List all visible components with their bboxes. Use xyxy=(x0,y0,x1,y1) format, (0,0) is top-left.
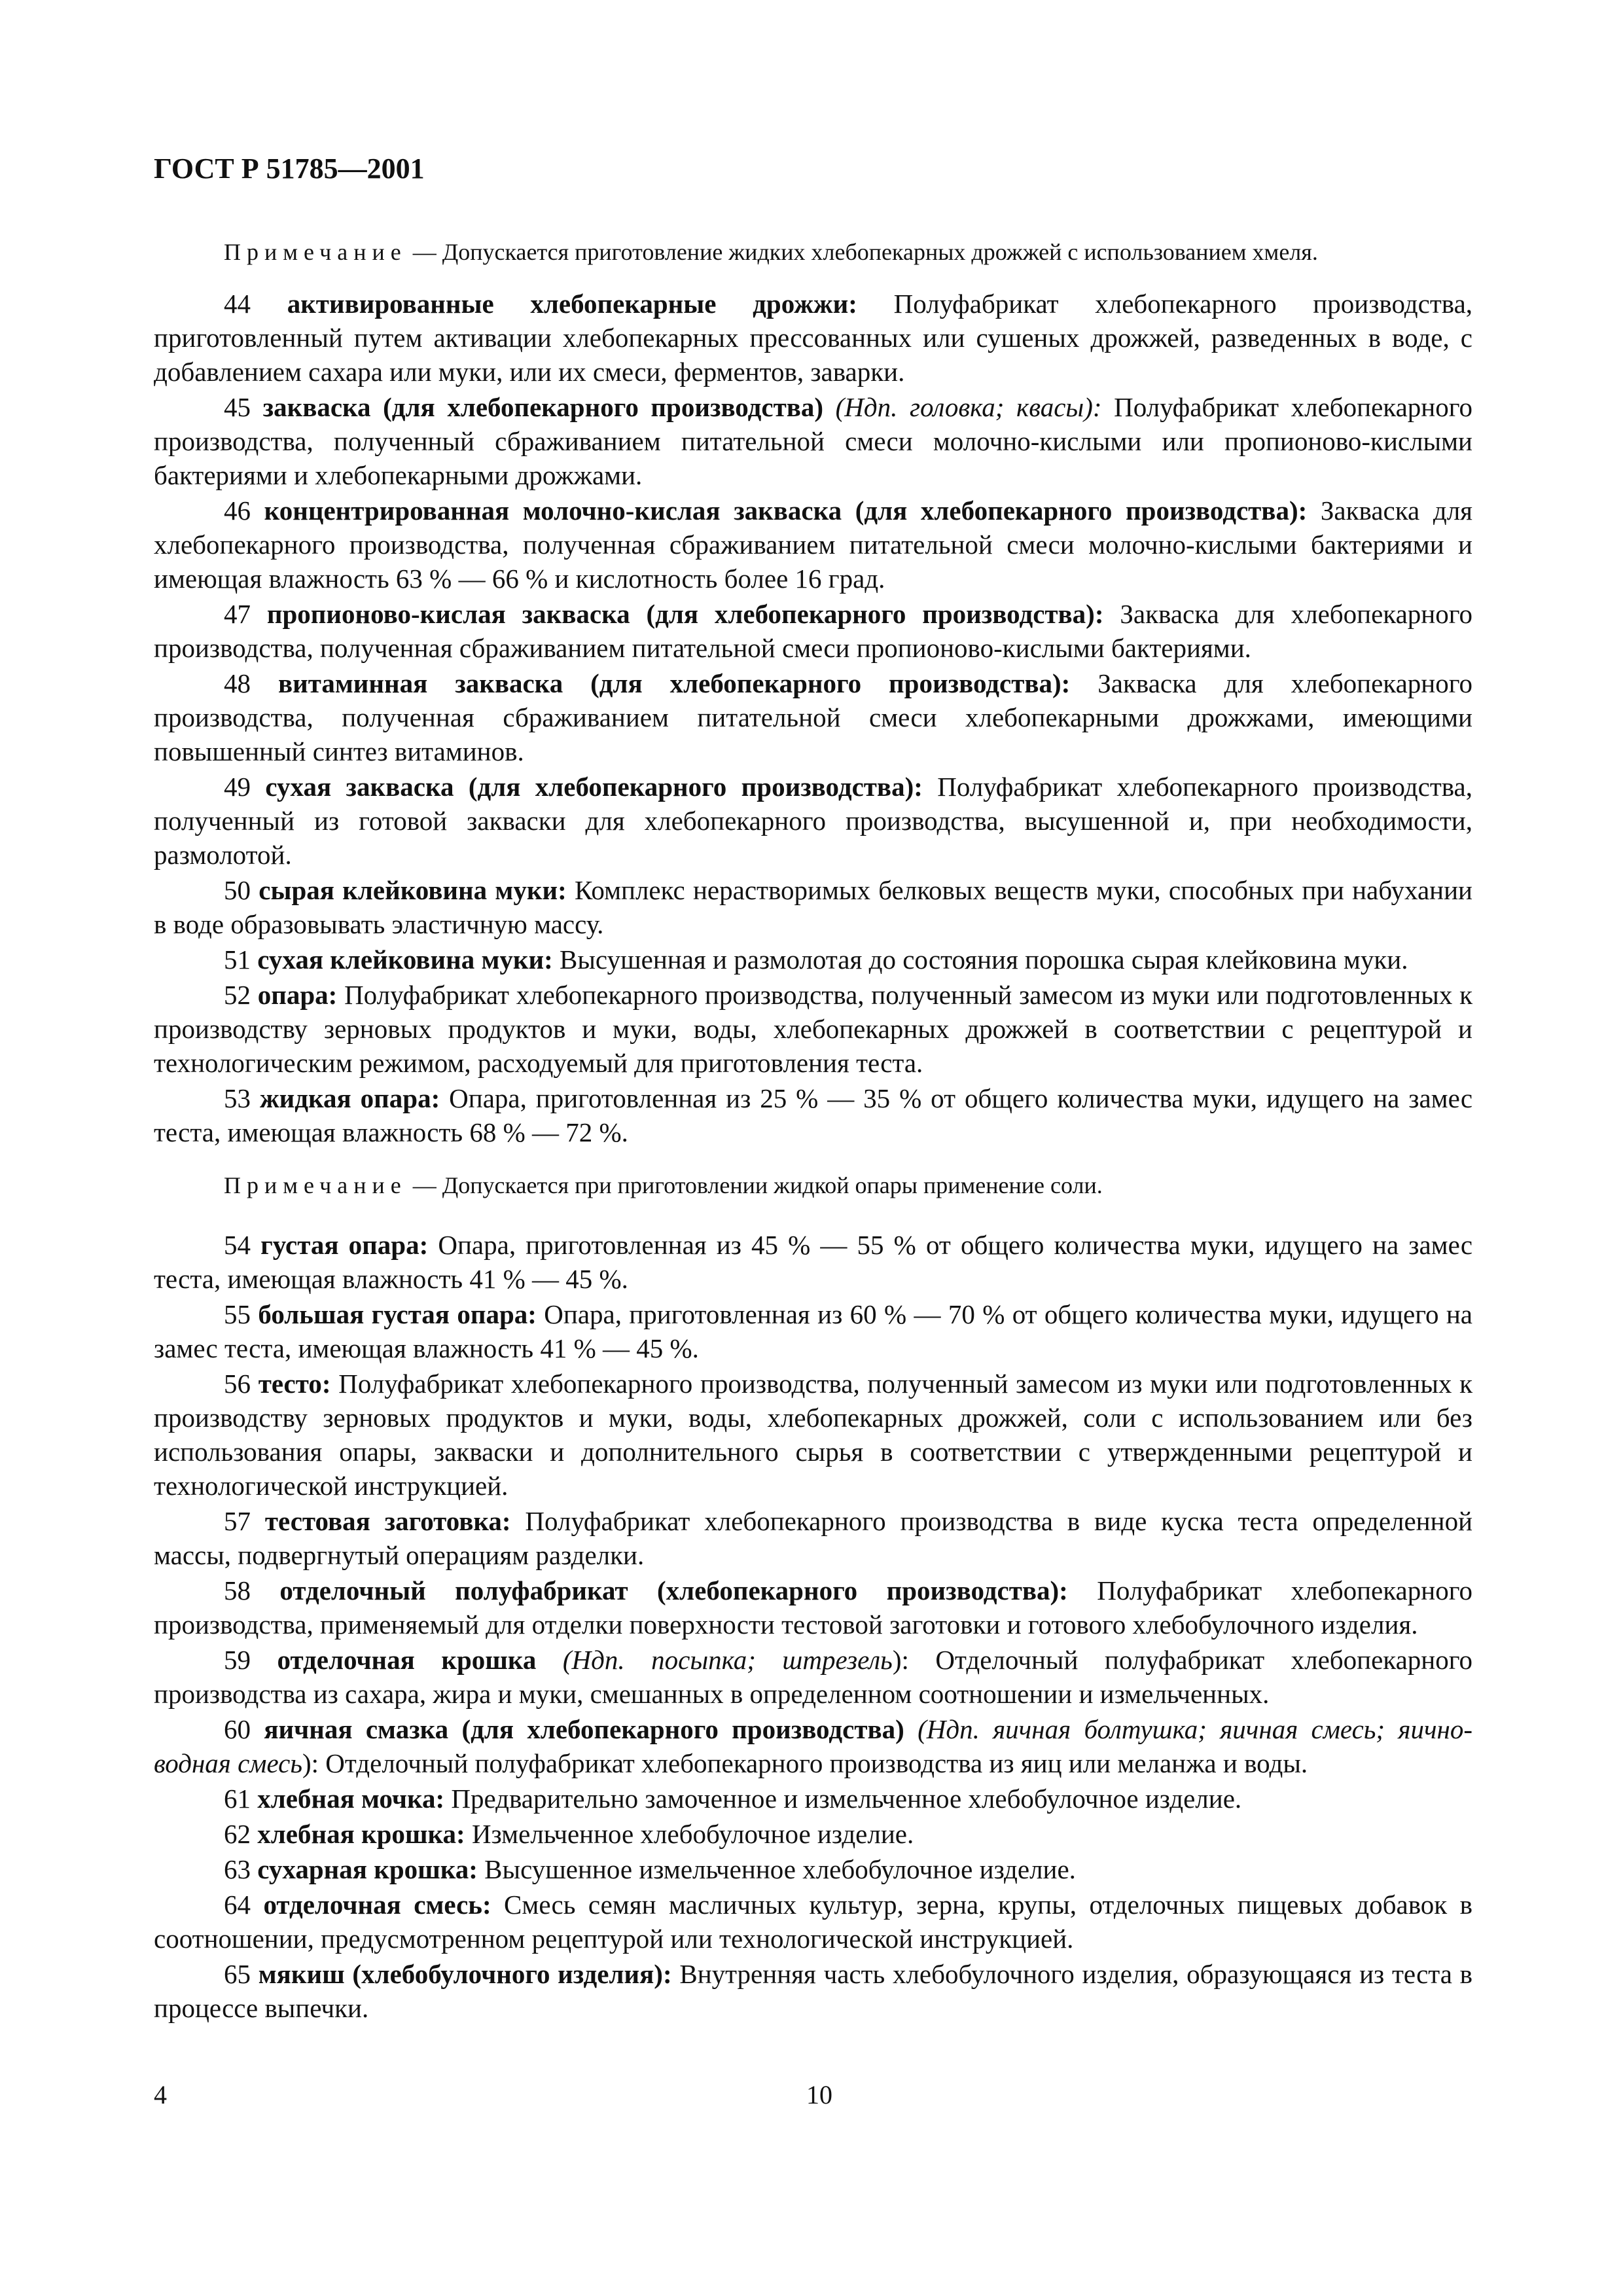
term-definition: Полуфабрикат хлебопекарного производства, полученный из готовой закваски для хлебопекарного производства, высушенной и, при необходимости, размолотой. xyxy=(154,772,1473,870)
term-definition: Полуфабрикат хлебопекарного производства, приготовленный путем активации хлебопекарных прессованных или сушеных дрожжей, разведенных в воде, с добавлением сахара или муки, или их смеси, ферментов, заварки. xyxy=(154,289,1473,387)
term-name: сухая закваска (для хлебопекарного производства): xyxy=(265,772,923,802)
term-synonym-tail: ): xyxy=(892,1645,909,1675)
term-definition: Опара, приготовленная из 45 % — 55 % от общего количества муки, идущего на замес теста, имеющая влажность 41 % — 45 %. xyxy=(154,1230,1473,1294)
term-entry xyxy=(154,1573,1472,1641)
term-name: сухарная крошка: xyxy=(257,1854,478,1884)
term-entry xyxy=(154,1712,1472,1780)
term-definition: Высушенное измельченное хлебобулочное изделие. xyxy=(484,1854,1076,1884)
note-label: Примечание xyxy=(224,1172,407,1198)
term-name: сухая клейковина муки: xyxy=(257,944,553,975)
term-entry xyxy=(154,942,1472,977)
terms-list-part-1 xyxy=(154,287,1472,1149)
term-name: отделочная крошка xyxy=(277,1645,537,1675)
term-name: сырая клейковина муки: xyxy=(259,875,567,905)
term-definition: Опара, приготовленная из 25 % — 35 % от общего количества муки, идущего на замес теста, имеющая влажность 68 % — 72 %. xyxy=(154,1083,1473,1147)
term-entry xyxy=(154,978,1472,1080)
term-number: 65 xyxy=(224,1959,251,1989)
note-text: — Допускается приготовление жидких хлебопекарных дрожжей с использованием хмеля. xyxy=(406,239,1318,265)
term-name: хлебная мочка: xyxy=(257,1784,445,1814)
note-salt xyxy=(154,1169,1472,1202)
term-definition: Предварительно замоченное и измельченное хлебобулочное изделие. xyxy=(451,1784,1242,1814)
term-entry xyxy=(154,597,1472,665)
term-definition: Комплекс нерастворимых белковых веществ муки, способных при набухании в воде образовывать эластичную массу. xyxy=(154,875,1473,939)
term-name: мякиш (хлебобулочного изделия): xyxy=(258,1959,672,1989)
term-number: 48 xyxy=(224,668,251,698)
term-entry xyxy=(154,1367,1472,1503)
term-definition: Высушенная и размолотая до состояния порошка сырая клейковина муки. xyxy=(560,944,1408,975)
term-definition: Отделочный полуфабрикат хлебопекарного производства из яиц или меланжа и воды. xyxy=(325,1748,1308,1778)
term-definition: Полуфабрикат хлебопекарного производства, полученный замесом из муки или подготовленных к производству зерновых продуктов и муки, воды, хлебопекарных дрожжей в соответствии с рецептурой и технологическим режимом, расходуемый для приготовления теста. xyxy=(154,980,1473,1078)
term-entry xyxy=(154,1957,1472,2025)
term-name: отделочный полуфабрикат (хлебопекарного производства): xyxy=(279,1575,1068,1605)
term-entry xyxy=(154,1782,1472,1816)
page-number-left: 4 xyxy=(154,2080,167,2109)
note-liquid-yeast xyxy=(154,236,1472,268)
term-number: 54 xyxy=(224,1230,251,1260)
term-name: опара: xyxy=(257,980,338,1010)
term-entry xyxy=(154,1081,1472,1149)
term-name: закваска (для хлебопекарного производства) xyxy=(262,392,824,422)
term-number: 44 xyxy=(224,289,251,319)
term-entry xyxy=(154,770,1472,872)
document-code-header: ГОСТ Р 51785—2001 xyxy=(154,152,425,185)
term-entry xyxy=(154,287,1472,389)
document-page xyxy=(154,151,1472,2026)
page-footer xyxy=(154,2079,1472,2111)
term-entry xyxy=(154,873,1472,941)
term-entry xyxy=(154,1643,1472,1711)
term-definition: Полуфабрикат хлебопекарного производства, полученный замесом из муки или подготовленных к производству зерновых продуктов и муки, воды, хлебопекарных дрожжей, соли с использованием или без использования опары, закваски и дополнительного сырья в соответствии с утвержденными рецептурой и технологической инструкцией. xyxy=(154,1369,1473,1501)
term-definition: Закваска для хлебопекарного производства, полученная сбраживанием питательной смеси пропионово-кислыми бактериями. xyxy=(154,599,1473,663)
term-name: отделочная смесь: xyxy=(263,1890,491,1920)
term-name: пропионово-кислая закваска (для хлебопекарного производства): xyxy=(266,599,1104,629)
term-name: большая густая опара: xyxy=(258,1299,537,1329)
term-number: 55 xyxy=(224,1299,251,1329)
term-entry xyxy=(154,1228,1472,1296)
term-number: 46 xyxy=(224,495,251,526)
term-number: 61 xyxy=(224,1784,251,1814)
term-entry xyxy=(154,1852,1472,1886)
terms-list-part-2 xyxy=(154,1228,1472,2025)
term-entry xyxy=(154,666,1472,768)
term-number: 51 xyxy=(224,944,251,975)
note-text: — Допускается при приготовлении жидкой опары применение соли. xyxy=(406,1172,1103,1198)
term-definition: Закваска для хлебопекарного производства, полученная сбраживанием питательной смеси хлебопекарными дрожжами, имеющими повышенный синтез витаминов. xyxy=(154,668,1473,766)
term-synonym-tail: ): xyxy=(302,1748,319,1778)
term-entry xyxy=(154,1888,1472,1956)
term-number: 53 xyxy=(224,1083,251,1113)
term-definition: Полуфабрикат хлебопекарного производства, полученный сбраживанием питательной смеси молочно-кислыми или пропионово-кислыми бактериями и хлебопекарными дрожжами. xyxy=(154,392,1473,490)
term-name: витаминная закваска (для хлебопекарного производства): xyxy=(277,668,1071,698)
term-entry xyxy=(154,493,1472,596)
page-number-center: 10 xyxy=(806,2080,832,2109)
term-definition: Отделочный полуфабрикат хлебопекарного производства из сахара, жира и муки, смешанных в определенном соотношении и измельченных. xyxy=(154,1645,1473,1709)
term-definition: Смесь семян масличных культур, зерна, крупы, отделочных пищевых добавок в соотношении, предусмотренном рецептурой или технологической инструкцией. xyxy=(154,1890,1472,1954)
term-number: 59 xyxy=(224,1645,251,1675)
term-definition: Внутренняя часть хлебобулочного изделия, образующаяся из теста в процессе выпечки. xyxy=(154,1959,1472,2023)
term-definition: Закваска для хлебопекарного производства, полученная сбраживанием питательной смеси молочно-кислыми бактериями и имеющая влажность 63 % — 66 % и кислотность более 16 град. xyxy=(154,495,1473,594)
term-number: 57 xyxy=(224,1506,251,1536)
term-entry xyxy=(154,1504,1472,1572)
term-definition: Полуфабрикат хлебопекарного производства в виде куска теста определенной массы, подвергнутый операциям разделки. xyxy=(154,1506,1473,1570)
term-deprecated-synonym: (Ндп. головка; квасы): xyxy=(835,392,1102,422)
term-number: 64 xyxy=(224,1890,251,1920)
term-number: 45 xyxy=(224,392,251,422)
term-definition: Измельченное хлебобулочное изделие. xyxy=(471,1819,914,1849)
term-number: 50 xyxy=(224,875,251,905)
term-number: 60 xyxy=(224,1714,251,1744)
term-definition: Опара, приготовленная из 60 % — 70 % от общего количества муки, идущего на замес теста, имеющая влажность 41 % — 45 %. xyxy=(154,1299,1473,1363)
term-name: густая опара: xyxy=(260,1230,429,1260)
term-name: тесто: xyxy=(258,1369,331,1399)
term-name: активированные хлебопекарные дрожжи: xyxy=(287,289,857,319)
term-number: 52 xyxy=(224,980,251,1010)
term-number: 63 xyxy=(224,1854,251,1884)
term-number: 62 xyxy=(224,1819,251,1849)
term-entry xyxy=(154,1297,1472,1365)
term-name: яичная смазка (для хлебопекарного производства) xyxy=(264,1714,904,1744)
term-deprecated-synonym: (Ндп. посыпка; штрезель xyxy=(562,1645,893,1675)
term-number: 47 xyxy=(224,599,251,629)
term-number: 58 xyxy=(224,1575,251,1605)
term-entry xyxy=(154,1817,1472,1851)
term-entry xyxy=(154,390,1472,492)
term-number: 56 xyxy=(224,1369,251,1399)
term-definition: Полуфабрикат хлебопекарного производства, применяемый для отделки поверхности тестовой заготовки и готового хлебобулочного изделия. xyxy=(154,1575,1472,1640)
term-name: тестовая заготовка: xyxy=(264,1506,511,1536)
term-number: 49 xyxy=(224,772,251,802)
term-name: хлебная крошка: xyxy=(257,1819,465,1849)
note-label: Примечание xyxy=(224,239,407,265)
term-name: концентрированная молочно-кислая закваска (для хлебопекарного производства): xyxy=(264,495,1308,526)
term-name: жидкая опара: xyxy=(259,1083,440,1113)
term-deprecated-synonym: (Ндп. яичная болтушка; яичная смесь; яично-водная смесь xyxy=(154,1714,1472,1778)
